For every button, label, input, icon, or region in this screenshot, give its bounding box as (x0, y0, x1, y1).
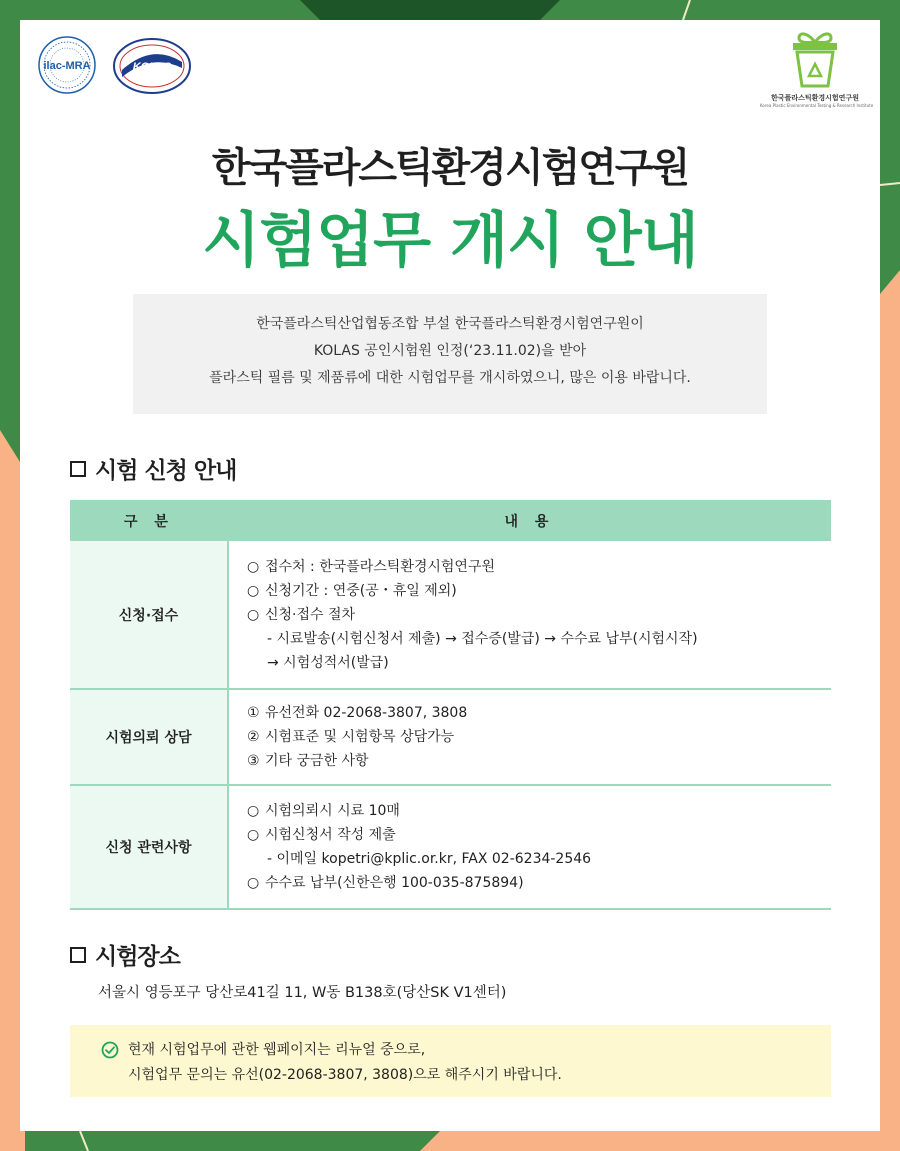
intro-box (133, 294, 767, 414)
institute-logo (760, 28, 874, 108)
intro-line3: 플라스틱 필름 및 제품류에 대한 시험업무를 개시하였으니, 많은 이용 바랍니다. (209, 370, 691, 386)
section-heading-place-text: 시험장소 (95, 944, 180, 970)
content-line (247, 579, 830, 603)
bullet-marker: ○ (247, 582, 260, 599)
application-info-table (70, 500, 831, 910)
content-line-text: 시험의뢰시 시료 10매 (265, 803, 400, 819)
section-heading-apply-text: 시험 신청 안내 (95, 458, 237, 484)
page-title-line1: 한국플라스틱환경시험연구원 (211, 145, 689, 191)
page-title-line2: 시험업무 개시 안내 (202, 206, 698, 276)
section-heading-place (70, 938, 180, 971)
content-line (247, 603, 830, 627)
content-line (247, 555, 830, 579)
table-row-category: 신청·접수 (70, 541, 228, 689)
table-row (70, 541, 831, 689)
kolas-logo (114, 39, 190, 93)
test-location-address: 서울시 영등포구 당산로41길 11, W동 B138호(당산SK V1센터) (98, 985, 507, 1001)
intro-line2: KOLAS 공인시험원 인정(‘23.11.02)을 받아 (313, 343, 587, 359)
notice-line1: 현재 시험업무에 관한 웹페이지는 리뉴얼 중으로, (128, 1042, 426, 1058)
content-line-text: 신청기간 : 연중(공・휴일 제외) (265, 582, 457, 599)
bullet-marker: ○ (247, 606, 260, 623)
notice-line2: 시험업무 문의는 유선(02-2068-3807, 3808)으로 해주시기 바랍니다. (128, 1067, 562, 1083)
content-line-text: 신청·접수 절차 (265, 606, 356, 623)
intro-line1: 한국플라스틱산업협동조합 부설 한국플라스틱환경시험연구원이 (256, 316, 644, 332)
table-row-category: 신청 관련사항 (70, 785, 228, 909)
square-bullet-icon (70, 947, 86, 963)
content-line-text: 유선전화 02-2068-3807, 3808 (265, 705, 468, 721)
bullet-marker: ○ (247, 827, 260, 843)
table-row-category: 시험의뢰 상담 (70, 689, 228, 785)
ilac-mra-logo (39, 37, 95, 93)
bullet-marker: ○ (247, 803, 260, 819)
content-line-text: - 시료발송(시험신청서 제출) → 접수증(발급) → 수수료 납부(시험시작) (267, 630, 698, 647)
content-line (247, 823, 830, 847)
content-line (247, 847, 830, 871)
table-header-category: 구 분 (70, 500, 228, 541)
table-header-row (70, 500, 831, 541)
bullet-marker: ② (247, 729, 260, 745)
institute-logo-subtitle: Korea Plastic Environmental Testing & Research Institute (760, 103, 874, 108)
content-line-text: 접수처 : 한국플라스틱환경시험연구원 (265, 558, 496, 575)
content-line-text: 시험신청서 작성 제출 (265, 827, 396, 843)
ilac-logo-text: ilac-MRA (43, 60, 91, 72)
recycle-gift-icon (787, 28, 843, 88)
content-line (247, 799, 830, 823)
content-line (247, 725, 830, 749)
table-row (70, 785, 831, 909)
square-bullet-icon (70, 461, 86, 477)
table-row-content (228, 785, 831, 909)
table-row-content (228, 689, 831, 785)
content-line-text: - 이메일 kopetri@kplic.or.kr, FAX 02-6234-2546 (267, 851, 592, 867)
content-line (247, 701, 830, 725)
content-line (247, 651, 830, 675)
content-line-text: 기타 궁금한 사항 (265, 753, 369, 769)
accreditation-logos (38, 35, 198, 101)
table-row (70, 689, 831, 785)
section-heading-apply (70, 452, 236, 485)
bullet-marker: ① (247, 705, 260, 721)
table-header-content: 내 용 (228, 500, 831, 541)
bullet-marker: ○ (247, 875, 260, 891)
content-line-text: 시험표준 및 시험항목 상담가능 (265, 729, 455, 745)
content-line-text: → 시험성적서(발급) (267, 654, 389, 671)
content-line-text: 수수료 납부(신한은행 100-035-875894) (265, 875, 524, 891)
content-line (247, 749, 830, 773)
check-circle-icon (101, 1041, 119, 1059)
institute-logo-name: 한국플라스틱환경시험연구원 (771, 94, 859, 102)
content-line (247, 871, 830, 895)
bullet-marker: ○ (247, 558, 260, 575)
kolas-logo-text: KOLAS (132, 61, 172, 73)
renewal-notice-box (70, 1025, 831, 1097)
table-row-content (228, 541, 831, 689)
bullet-marker: ③ (247, 753, 260, 769)
content-line (247, 627, 830, 651)
